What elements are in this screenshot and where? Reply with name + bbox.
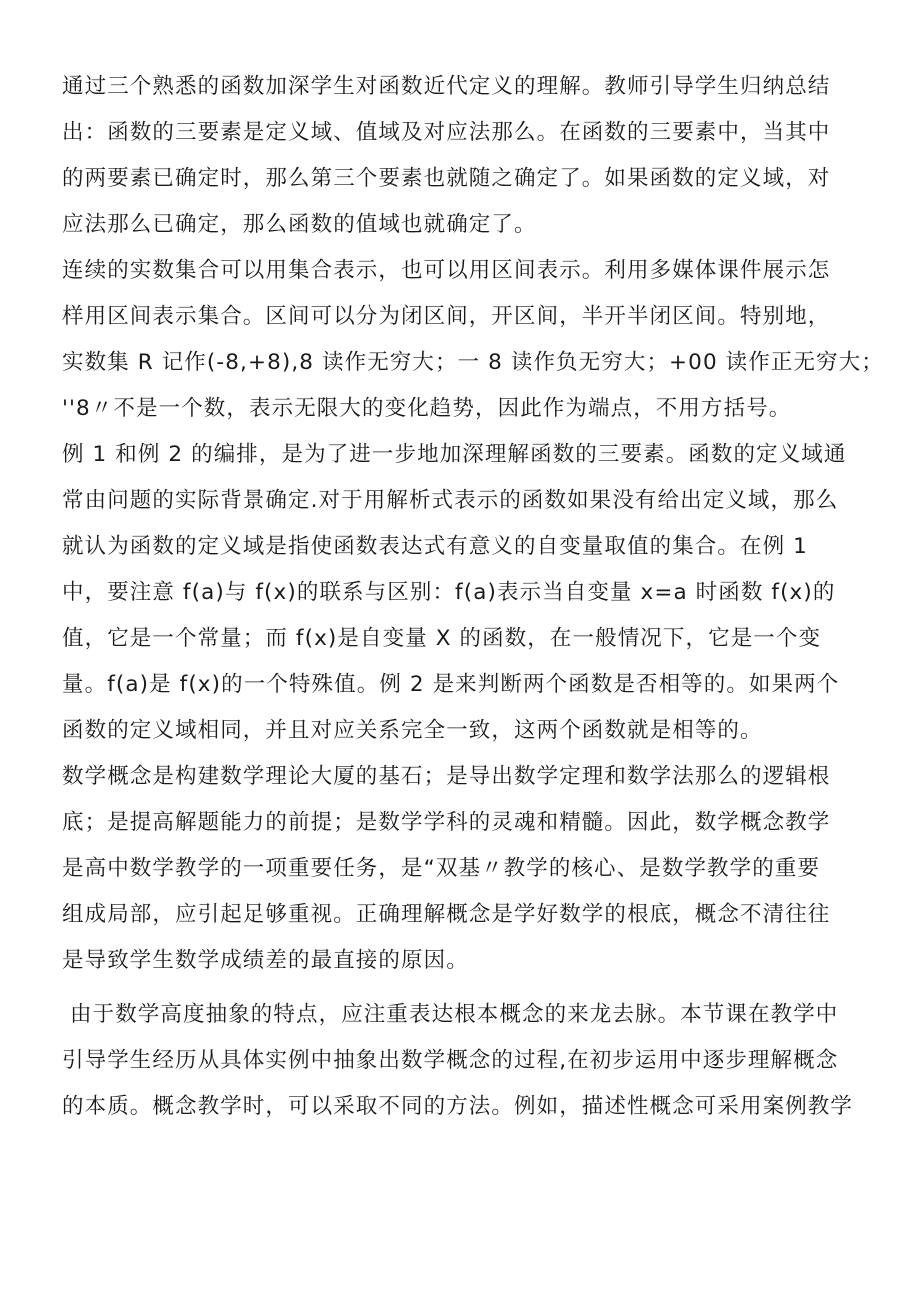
text-line: 由于数学高度抽象的特点，应注重表达根本概念的来龙去脉。本节课在教学中 (70, 1002, 839, 1027)
text-line: 实数集 R 记作(-8,+8),8 读作无穷大；一 8 读作负无穷大；+00 读作正无穷大； (62, 350, 884, 375)
text-line: 是导致学生数学成绩差的最直接的原因。 (62, 948, 469, 973)
text-line: 组成局部，应引起足够重视。正确理解概念是学好数学的根底，概念不清往往 (62, 902, 831, 927)
text-line: 量。f(a)是 f(x)的一个特殊值。例 2 是来判断两个函数是否相等的。如果两个 (62, 672, 840, 697)
text-line: 中，要注意 f(a)与 f(x)的联系与区别：f(a)表示当自变量 x=a 时函数 f(x)的 (62, 580, 836, 605)
text-line: 是高中数学教学的一项重要任务，是“双基〃教学的核心、是数学教学的重要 (62, 856, 821, 881)
text-line: 值，它是一个常量；而 f(x)是自变量 X 的函数，在一般情况下，它是一个变 (62, 626, 822, 651)
text-line: 出：函数的三要素是定义域、值域及对应法那么。在函数的三要素中，当其中 (62, 120, 831, 145)
text-line: 引导学生经历从具体实例中抽象出数学概念的过程,在初步运用中逐步理解概念 (62, 1048, 839, 1073)
text-line: 例 1 和例 2 的编排，是为了进一步地加深理解函数的三要素。函数的定义域通 (62, 442, 847, 467)
text-line: 常由问题的实际背景确定.对于用解析式表示的函数如果没有给出定义域，那么 (62, 488, 839, 513)
text-line: 通过三个熟悉的函数加深学生对函数近代定义的理解。教师引导学生归纳总结 (62, 74, 831, 99)
text-line: 的两要素已确定时，那么第三个要素也就随之确定了。如果函数的定义域，对 (62, 166, 831, 191)
text-line: 应法那么已确定，那么函数的值域也就确定了。 (62, 212, 537, 237)
text-line: 样用区间表示集合。区间可以分为闭区间，开区间，半开半闭区间。特别地， (62, 304, 831, 329)
text-line: 连续的实数集合可以用集合表示，也可以用区间表示。利用多媒体课件展示怎 (62, 258, 831, 283)
text-line: 底；是提高解题能力的前提；是数学学科的灵魂和精髓。因此，数学概念教学 (62, 810, 831, 835)
text-line: 数学概念是构建数学理论大厦的基石；是导出数学定理和数学法那么的逻辑根 (62, 764, 831, 789)
text-line: ''8〃不是一个数，表示无限大的变化趋势，因此作为端点，不用方括号。 (62, 396, 792, 421)
text-line: 就认为函数的定义域是指使函数表达式有意义的自变量取值的集合。在例 1 (62, 534, 808, 559)
text-line: 函数的定义域相同，并且对应关系完全一致，这两个函数就是相等的。 (62, 718, 763, 743)
text-line: 的本质。概念教学时，可以采取不同的方法。例如，描述性概念可采用案例教学 (62, 1094, 854, 1119)
